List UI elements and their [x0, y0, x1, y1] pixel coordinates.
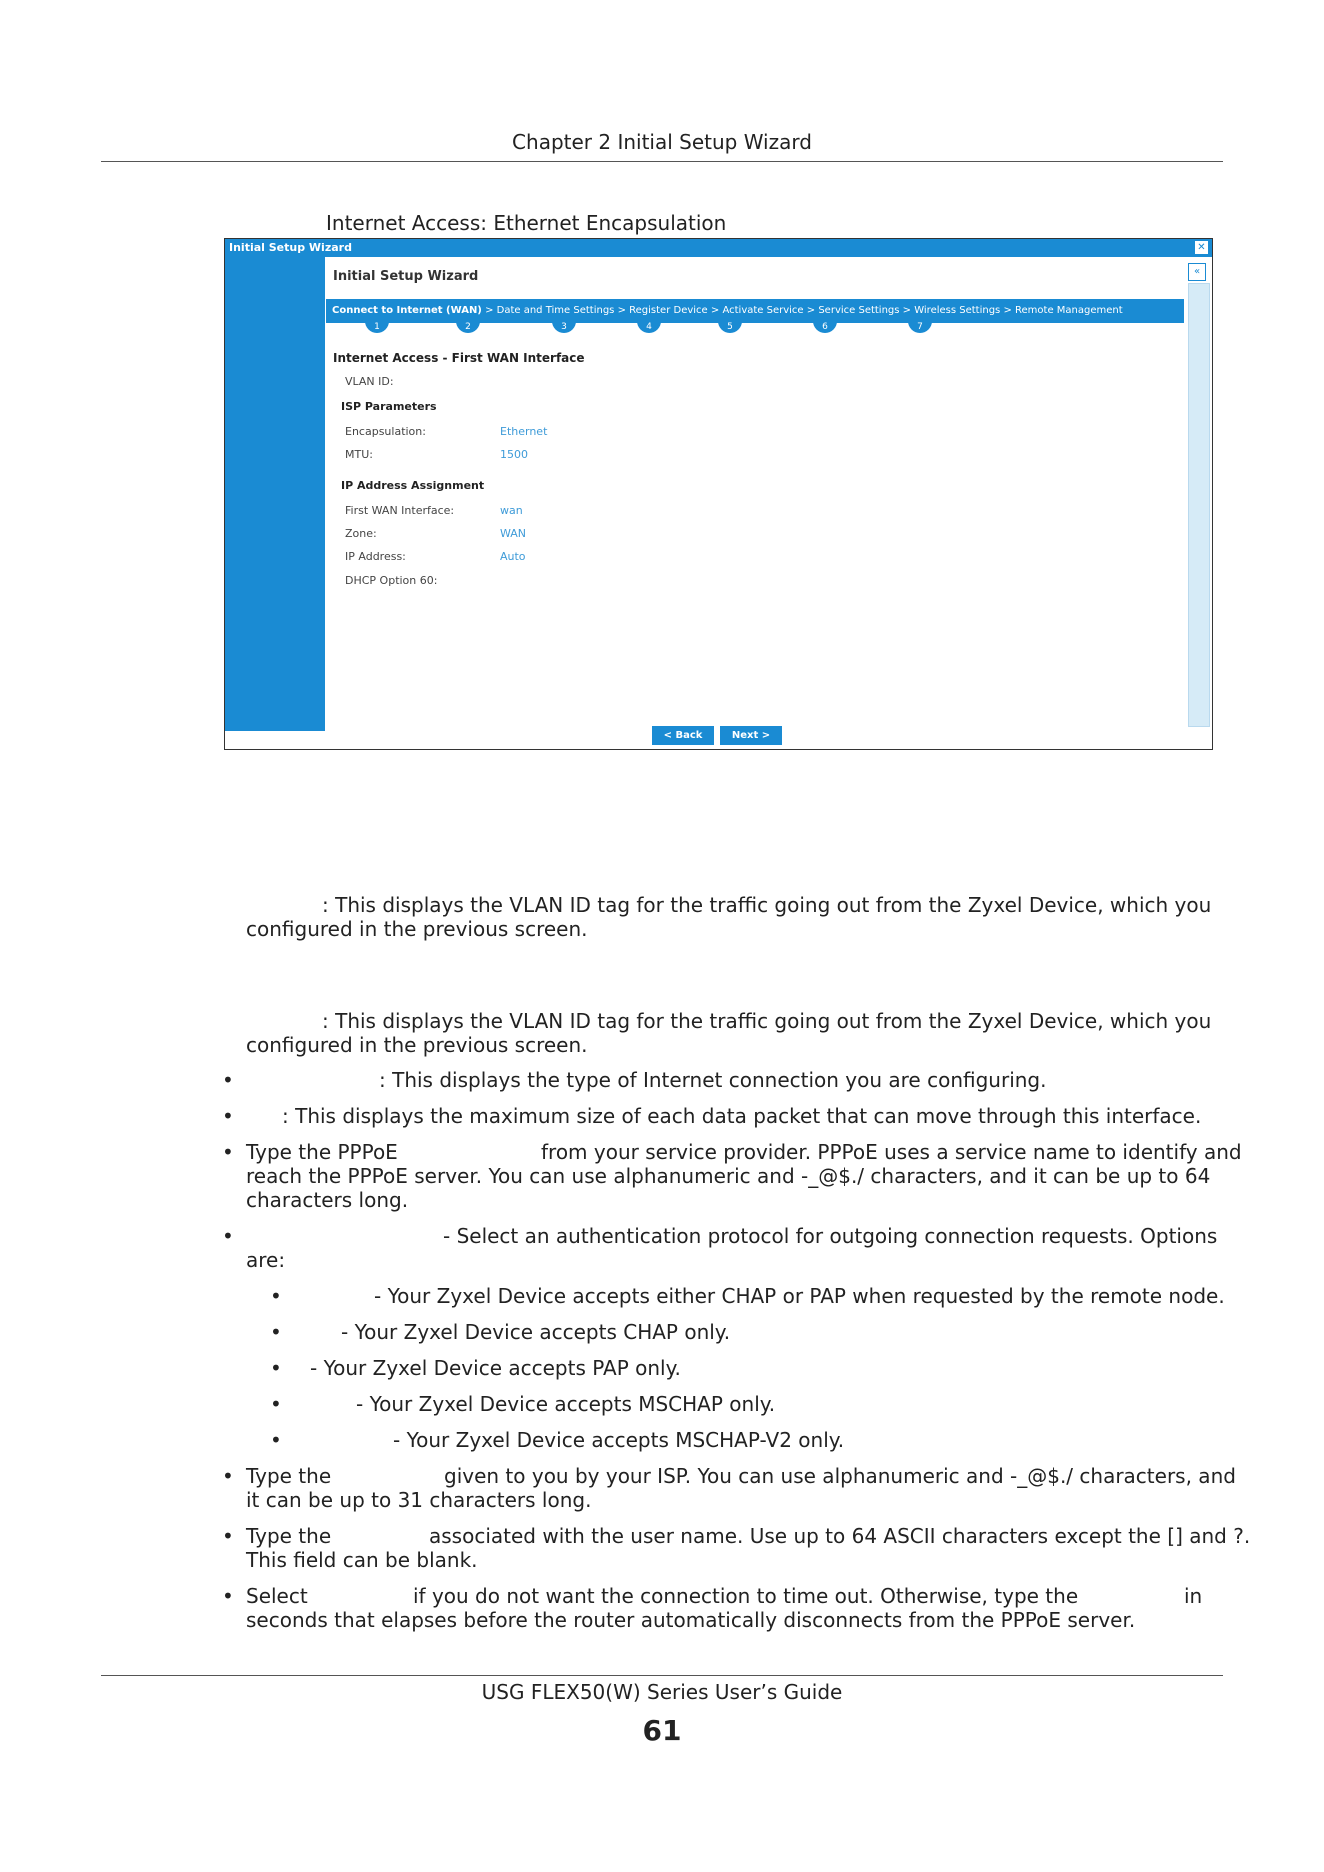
bullet-dot: •: [222, 1224, 234, 1248]
first-wan-value: wan: [500, 504, 523, 517]
step-1-label[interactable]: Connect to Internet (WAN): [332, 305, 482, 316]
step-number-4: 4: [637, 321, 661, 333]
window-titlebar: [225, 239, 1212, 257]
password-desc-a: Type the: [246, 1524, 332, 1548]
step-number-5: 5: [718, 321, 742, 333]
side-panel: [1188, 283, 1210, 727]
user-name-desc-a: Type the: [246, 1464, 332, 1488]
service-name-desc-b: from your service provider. PPPoE uses a service name to identify and: [541, 1140, 1242, 1164]
chevron-right-icon: >: [485, 305, 497, 316]
bullet-dot: •: [270, 1392, 282, 1416]
close-icon[interactable]: ✕: [1195, 241, 1208, 254]
wizard-sidebar: [225, 257, 325, 731]
bullet-dot: •: [270, 1428, 282, 1452]
timeout-desc-line-2: seconds that elapses before the router automatically disconnects from the PPPoE server.: [246, 1608, 1136, 1632]
wizard-step-bar: [326, 299, 1184, 323]
chevron-right-icon: >: [902, 305, 915, 316]
dhcp-option-60-label: DHCP Option 60:: [345, 574, 438, 587]
authentication-description: - Select an authentication protocol for outgoing connection requests. Options: [443, 1224, 1218, 1248]
bullet-dot: •: [270, 1284, 282, 1308]
ip-assignment-heading: IP Address Assignment: [341, 479, 485, 492]
figure-caption: Internet Access: Ethernet Encapsulation: [326, 211, 727, 235]
paragraph-1-line-2: configured in the previous screen.: [246, 917, 588, 941]
zone-value: WAN: [500, 527, 527, 540]
step-2-label[interactable]: Date and Time Settings: [496, 305, 615, 316]
mtu-label: MTU:: [345, 448, 373, 461]
paragraph-1-line-1: : This displays the VLAN ID tag for the traffic going out from the Zyxel Device, which you: [322, 893, 1212, 917]
step-7-label[interactable]: Remote Management: [1015, 305, 1123, 316]
window-title: Initial Setup Wizard: [229, 241, 352, 254]
timeout-desc-c: in: [1184, 1584, 1203, 1608]
password-desc-b: associated with the user name. Use up to 64 ASCII characters except the [] and ?.: [429, 1524, 1251, 1548]
auth-option-chap: - Your Zyxel Device accepts CHAP only.: [341, 1320, 731, 1344]
wizard-title: Initial Setup Wizard: [333, 269, 479, 284]
mtu-value: 1500: [500, 448, 528, 461]
step-number-3: 3: [552, 321, 576, 333]
page-number: 61: [642, 1714, 682, 1747]
encapsulation-value: Ethernet: [500, 425, 548, 438]
paragraph-2-line-2: configured in the previous screen.: [246, 1033, 588, 1057]
timeout-desc-a: Select: [246, 1584, 308, 1608]
bullet-dot: •: [270, 1356, 282, 1380]
next-button[interactable]: Next >: [720, 726, 782, 745]
chevron-right-icon: >: [617, 305, 630, 316]
double-chevron-left-icon[interactable]: «: [1188, 263, 1206, 281]
password-desc-line-2: This field can be blank.: [246, 1548, 478, 1572]
ip-address-label: IP Address:: [345, 550, 406, 563]
encapsulation-description: : This displays the type of Internet connection you are configuring.: [379, 1068, 1047, 1092]
wizard-screenshot: [224, 238, 1213, 750]
step-3-label[interactable]: Register Device: [629, 305, 708, 316]
section-title: Internet Access - First WAN Interface: [333, 351, 585, 365]
chevron-right-icon: >: [806, 305, 819, 316]
guide-title: USG FLEX50(W) Series User’s Guide: [481, 1680, 843, 1704]
authentication-description-line-2: are:: [246, 1248, 286, 1272]
encapsulation-label: Encapsulation:: [345, 425, 426, 438]
mtu-description: : This displays the maximum size of each data packet that can move through this interface.: [282, 1104, 1202, 1128]
bullet-dot: •: [270, 1320, 282, 1344]
paragraph-2-line-1: : This displays the VLAN ID tag for the traffic going out from the Zyxel Device, which you: [322, 1009, 1212, 1033]
bullet-dot: •: [222, 1524, 234, 1548]
service-name-desc-line-2: reach the PPPoE server. You can use alphanumeric and -_@$./ characters, and it can be up to 64: [246, 1164, 1211, 1188]
step-number-2: 2: [456, 321, 480, 333]
step-number-1: 1: [365, 321, 389, 333]
chapter-header: Chapter 2 Initial Setup Wizard: [512, 130, 812, 154]
bullet-dot: •: [222, 1104, 234, 1128]
auth-option-mschap-v2: - Your Zyxel Device accepts MSCHAP-V2 only.: [393, 1428, 845, 1452]
footer-rule: [101, 1675, 1223, 1676]
chevron-right-icon: >: [1003, 305, 1016, 316]
bullet-dot: •: [222, 1464, 234, 1488]
bullet-dot: •: [222, 1068, 234, 1092]
chevron-right-icon: >: [710, 305, 723, 316]
step-6-label[interactable]: Wireless Settings: [914, 305, 1001, 316]
isp-parameters-heading: ISP Parameters: [341, 400, 437, 413]
user-name-desc-line-2: it can be up to 31 characters long.: [246, 1488, 592, 1512]
back-button[interactable]: < Back: [652, 726, 714, 745]
timeout-desc-b: if you do not want the connection to time out. Otherwise, type the: [413, 1584, 1079, 1608]
step-number-7: 7: [908, 321, 932, 333]
bullet-dot: •: [222, 1140, 234, 1164]
first-wan-label: First WAN Interface:: [345, 504, 455, 517]
bullet-dot: •: [222, 1584, 234, 1608]
auth-option-chap-pap: - Your Zyxel Device accepts either CHAP or PAP when requested by the remote node.: [374, 1284, 1225, 1308]
user-name-desc-b: given to you by your ISP. You can use alphanumeric and -_@$./ characters, and: [444, 1464, 1236, 1488]
vlan-id-label: VLAN ID:: [345, 375, 394, 388]
service-name-desc-line-3: characters long.: [246, 1188, 409, 1212]
service-name-desc-a: Type the PPPoE: [246, 1140, 398, 1164]
step-4-label[interactable]: Activate Service: [722, 305, 804, 316]
step-number-6: 6: [813, 321, 837, 333]
ip-address-value: Auto: [500, 550, 526, 563]
auth-option-pap: - Your Zyxel Device accepts PAP only.: [310, 1356, 681, 1380]
header-rule: [101, 161, 1223, 162]
auth-option-mschap: - Your Zyxel Device accepts MSCHAP only.: [356, 1392, 776, 1416]
step-5-label[interactable]: Service Settings: [818, 305, 900, 316]
zone-label: Zone:: [345, 527, 377, 540]
